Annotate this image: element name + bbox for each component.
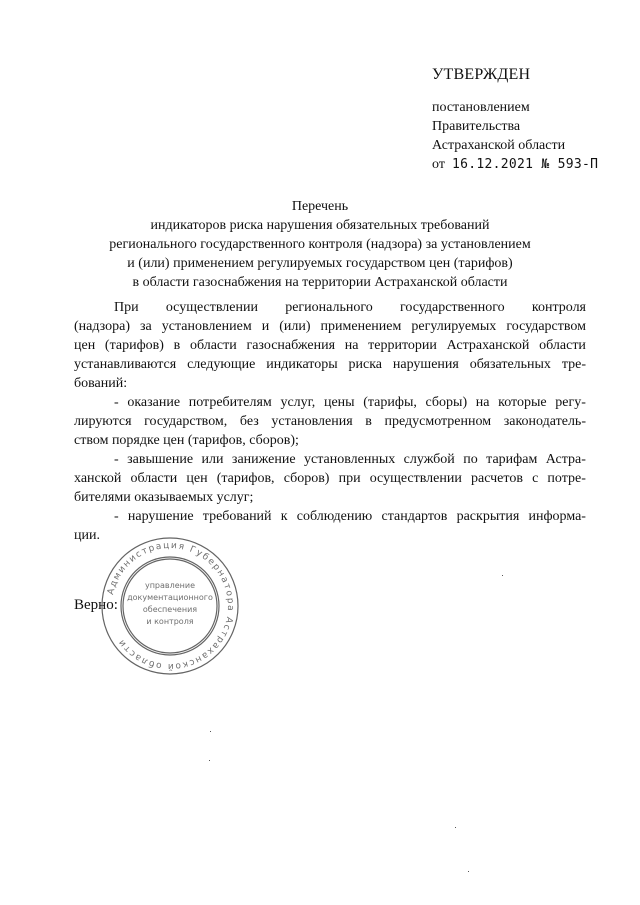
word: сборы) [425,395,468,410]
word: Астра- [545,452,586,467]
list-item-line [74,412,586,431]
word: и [261,319,270,334]
approval-line-1: постановлением [432,100,530,115]
seal-outer-text: Администрация Губернатора Астраханской области [106,540,236,672]
seal-inner-line-2: документационного [127,593,213,602]
body-line [74,298,586,317]
word: контроля [531,300,586,315]
word: без [239,414,259,429]
word: стандартов [381,509,448,524]
word: установления [271,414,353,429]
list-item-line [74,507,586,526]
approval-line-3: Астраханской области [432,138,566,153]
word: раскрытия [456,509,520,524]
body-line [74,374,586,393]
word: лируются [74,414,132,429]
intro-text: бований: [74,376,128,391]
list-item-text: бителями оказываемых услуг; [74,490,254,505]
title-line-2: индикаторов риска нарушения обязательных требований [150,218,490,233]
word: обязательных [469,357,551,372]
word: (тарифы, [363,395,417,410]
word: государством, [144,414,228,429]
word: в [365,414,372,429]
word: на [475,395,490,410]
word: устанавливаются [74,357,177,372]
word: области [539,338,586,353]
word: установленных [304,452,396,467]
word: (надзора) [74,319,130,334]
word: тарифам [486,452,538,467]
word: осуществлении [165,300,258,315]
word: газоснабжения [246,338,336,353]
word: сборов) [283,471,330,486]
word: которые [498,395,547,410]
title-line-3: регионального государственного контроля (надзора) за установлением [109,237,531,252]
seal-inner-line-3: обеспечения [142,605,198,614]
word: государственного [399,300,505,315]
word: следующие [187,357,256,372]
approval-date-line [432,155,632,174]
title-line-4: и (или) применением регулируемых государством цен (тарифов) [127,256,513,271]
word: осуществлении [369,471,462,486]
word: территории [368,338,437,353]
word: риска [348,357,383,372]
word: цен [74,338,96,353]
word: (тарифов, [216,471,275,486]
word: службой [403,452,455,467]
word: установлением [161,319,252,334]
word: информа- [528,509,586,524]
seal-inner-line-4: и контроля [146,617,194,626]
seal-inner-line-1: управление [144,581,196,590]
word: нарушение [127,509,194,524]
word: индикаторы [266,357,338,372]
list-item-text: ством порядке цен (тарифов, сборов); [74,433,299,448]
word: регулируемых [411,319,497,334]
word: или [201,452,224,467]
word: расчетов [470,471,523,486]
word: области [189,338,237,353]
approval-block [432,66,632,174]
document-body [74,298,586,545]
word: на [344,338,359,353]
word: цен [186,471,208,486]
word: (тарифов) [104,338,164,353]
word: потре- [547,471,586,486]
approval-line-2: Правительства [432,119,521,134]
word: Астраханской [446,338,530,353]
word: - [114,395,119,410]
list-item-text: ции. [74,528,100,543]
list-item-line [74,450,586,469]
word: по [463,452,478,467]
word: за [140,319,152,334]
list-item-line [74,431,586,450]
approval-date-prefix: от [432,157,445,172]
word: регионального [285,300,373,315]
verified-label: Верно: [74,597,118,613]
word: к [280,509,288,524]
word: завышение [127,452,194,467]
word: При [114,300,139,315]
word: потребителям [188,395,272,410]
official-seal-stamp [100,536,240,676]
title-line-5: в области газоснабжения на территории Астраханской области [132,275,508,290]
body-line [74,336,586,355]
approval-date-stamp: 16.12.2021 № 593-П [451,157,599,172]
body-line [74,355,586,374]
word: ханской [74,471,122,486]
word: регу- [555,395,586,410]
word: цены [323,395,355,410]
word: с [532,471,539,486]
word: требований [202,509,272,524]
word: применением [320,319,402,334]
word: (или) [279,319,311,334]
word: - [114,509,119,524]
list-item-line [74,393,586,412]
word: занижение [231,452,296,467]
approval-title: УТВЕРЖДЕН [432,66,531,83]
word: соблюдению [296,509,373,524]
list-item-line [74,488,586,507]
document-title [40,197,600,292]
word: в [173,338,181,353]
body-line [74,317,586,336]
word: предусмотренном [384,414,492,429]
word: законодатель- [503,414,586,429]
word: - [114,452,119,467]
title-line-1: Перечень [291,199,349,214]
list-item-line [74,469,586,488]
word: оказание [127,395,181,410]
word: области [130,471,178,486]
word: при [338,471,361,486]
word: нарушения [392,357,459,372]
word: государством [506,319,586,334]
word: услуг, [280,395,316,410]
word: тре- [561,357,586,372]
